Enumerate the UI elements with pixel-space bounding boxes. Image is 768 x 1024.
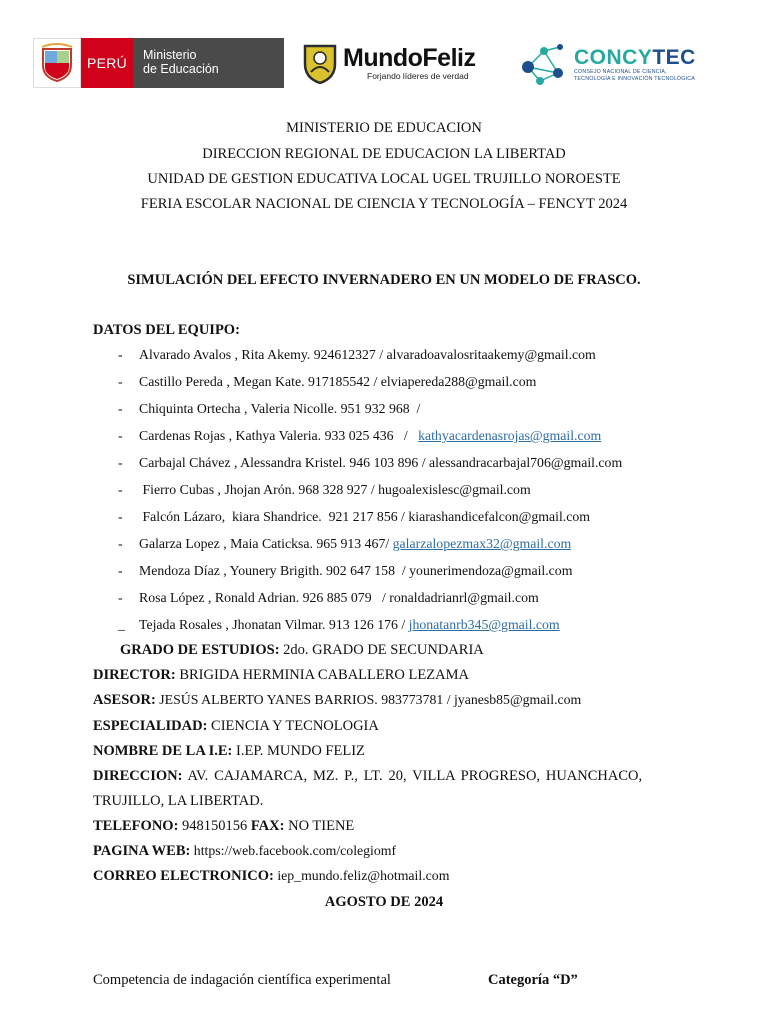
ie-row xyxy=(93,743,365,760)
correo-label: CORREO ELECTRONICO: xyxy=(93,868,274,884)
bullet-dash: _ xyxy=(118,617,125,632)
member-details: Rosa López , Ronald Adrian. 926 885 079 / ronaldadrianrl@gmail.com xyxy=(139,590,539,605)
team-member-row xyxy=(118,590,539,606)
header-line-2: DIRECCION REGIONAL DE EDUCACION LA LIBERTAD xyxy=(202,146,566,162)
asesor-label: ASESOR: xyxy=(93,692,156,708)
bullet-dash: - xyxy=(118,428,123,443)
member-details: Galarza Lopez , Maia Caticksa. 965 913 467/ xyxy=(139,536,393,551)
bullet-dash: - xyxy=(118,536,123,551)
member-details: Castillo Pereda , Megan Kate. 917185542 / elviapereda288@gmail.com xyxy=(139,374,537,389)
bullet-dash: - xyxy=(118,374,123,389)
team-member-row xyxy=(118,536,571,552)
web-label: PAGINA WEB: xyxy=(93,843,191,859)
team-member-row xyxy=(118,482,531,498)
especialidad-row xyxy=(93,718,379,735)
team-member-row xyxy=(118,617,560,633)
director-value: BRIGIDA HERMINIA CABALLERO LEZAMA xyxy=(175,667,469,683)
telefono-value: 948150156 xyxy=(178,818,251,834)
footer-categoria: Categoría “D” xyxy=(488,972,578,988)
telefono-label: TELEFONO: xyxy=(93,818,179,834)
especialidad-value: CIENCIA Y TECNOLOGIA xyxy=(207,718,379,734)
bullet-dash: - xyxy=(118,401,123,416)
web-value: https://web.facebook.com/colegiomf xyxy=(190,843,397,858)
header-line-4: FERIA ESCOLAR NACIONAL DE CIENCIA Y TECNOLOGÍA – FENCYT 2024 xyxy=(140,196,628,212)
team-member-row xyxy=(118,347,596,363)
director-row xyxy=(93,667,469,684)
director-label: DIRECTOR: xyxy=(93,667,176,683)
bullet-dash: - xyxy=(118,455,123,470)
team-member-row xyxy=(118,509,590,525)
direccion-label: DIRECCION: xyxy=(93,768,183,784)
concytec-name xyxy=(574,47,696,69)
member-details: Carbajal Chávez , Alessandra Kristel. 946 103 896 / alessandracarbajal706@gmail.com xyxy=(139,455,623,470)
fax-value: NO TIENE xyxy=(284,818,355,834)
document-date: AGOSTO DE 2024 xyxy=(324,894,444,910)
ministry-label xyxy=(133,38,284,88)
team-member-row xyxy=(118,563,572,579)
mundofeliz-name: MundoFeliz xyxy=(343,44,476,72)
concytec-name-part1: CONCY xyxy=(574,46,653,69)
peru-label: PERÚ xyxy=(81,38,133,88)
project-title: SIMULACIÓN DEL EFECTO INVERNADERO EN UN MODELO DE FRASCO. xyxy=(127,272,641,288)
member-details: Alvarado Avalos , Rita Akemy. 924612327 / alvaradoavalosritaakemy@gmail.com xyxy=(139,347,596,362)
correo-row xyxy=(93,868,449,885)
mundofeliz-logo xyxy=(303,40,498,86)
team-member-row xyxy=(118,455,622,471)
grado-value: 2do. GRADO DE SECUNDARIA xyxy=(279,642,484,658)
direccion-row-2: TRUJILLO, LA LIBERTAD. xyxy=(93,793,264,809)
member-details: Fierro Cubas , Jhojan Arón. 968 328 927 / hugoalexislesc@gmail.com xyxy=(139,482,531,497)
asesor-value: JESÚS ALBERTO YANES BARRIOS. 983773781 / jyanesb85@gmail.com xyxy=(155,692,582,707)
member-email-link[interactable]: kathyacardenasrojas@gmail.com xyxy=(418,428,602,443)
member-details: Chiquinta Ortecha , Valeria Nicolle. 951 932 968 / xyxy=(139,401,421,416)
telefono-row xyxy=(93,818,354,835)
footer-competencia: Competencia de indagación científica experimental xyxy=(93,972,391,988)
mundofeliz-tagline: Forjando líderes de verdad xyxy=(367,71,469,81)
member-email-link[interactable]: galarzalopezmax32@gmail.com xyxy=(392,536,572,551)
member-email-link[interactable]: jhonatanrb345@gmail.com xyxy=(408,617,560,632)
member-details: Tejada Rosales , Jhonatan Vilmar. 913 126 176 / xyxy=(139,617,409,632)
especialidad-label: ESPECIALIDAD: xyxy=(93,718,208,734)
correo-value: iep_mundo.feliz@hotmail.com xyxy=(273,868,450,883)
ie-value: I.EP. MUNDO FELIZ xyxy=(232,743,365,759)
minedu-logo xyxy=(33,38,284,88)
member-details: Falcón Lázaro, kiara Shandrice. 921 217 856 / kiarashandicefalcon@gmail.com xyxy=(139,509,590,524)
bullet-dash: - xyxy=(118,347,123,362)
grado-row xyxy=(120,642,484,659)
grado-label: GRADO DE ESTUDIOS: xyxy=(120,642,280,658)
bullet-dash: - xyxy=(118,482,123,497)
asesor-row xyxy=(93,692,581,709)
concytec-name-part2: TEC xyxy=(652,46,696,69)
bullet-dash: - xyxy=(118,563,123,578)
team-member-row xyxy=(118,428,601,444)
coat-of-arms-icon xyxy=(33,38,81,88)
mundofeliz-shield-icon xyxy=(303,42,337,84)
ministry-line2: de Educación xyxy=(143,62,219,76)
member-details: Mendoza Díaz , Younery Brigith. 902 647 158 / younerimendoza@gmail.com xyxy=(139,563,573,578)
ministry-line1: Ministerio xyxy=(143,48,197,62)
fax-label: FAX: xyxy=(250,818,285,834)
header-line-3: UNIDAD DE GESTION EDUCATIVA LOCAL UGEL TRUJILLO NOROESTE xyxy=(147,171,621,187)
team-heading: DATOS DEL EQUIPO: xyxy=(93,322,240,338)
header-line-1: MINISTERIO DE EDUCACION xyxy=(286,120,482,136)
web-row xyxy=(93,843,396,860)
ie-label: NOMBRE DE LA I.E: xyxy=(93,743,233,759)
team-member-row xyxy=(118,401,420,417)
member-details: Cardenas Rojas , Kathya Valeria. 933 025 436 / xyxy=(139,428,419,443)
concytec-logo xyxy=(518,36,730,94)
team-member-row xyxy=(118,374,536,390)
direccion-row xyxy=(93,768,642,785)
molecule-network-icon xyxy=(518,37,570,93)
bullet-dash: - xyxy=(118,590,123,605)
direccion-value: AV. CAJAMARCA, MZ. P., LT. 20, VILLA PROGRESO, HUANCHACO, xyxy=(182,768,643,784)
concytec-sub1: CONSEJO NACIONAL DE CIENCIA, xyxy=(574,69,667,75)
concytec-sub2: TECNOLOGÍA E INNOVACIÓN TECNOLÓGICA xyxy=(574,76,696,82)
bullet-dash: - xyxy=(118,509,123,524)
